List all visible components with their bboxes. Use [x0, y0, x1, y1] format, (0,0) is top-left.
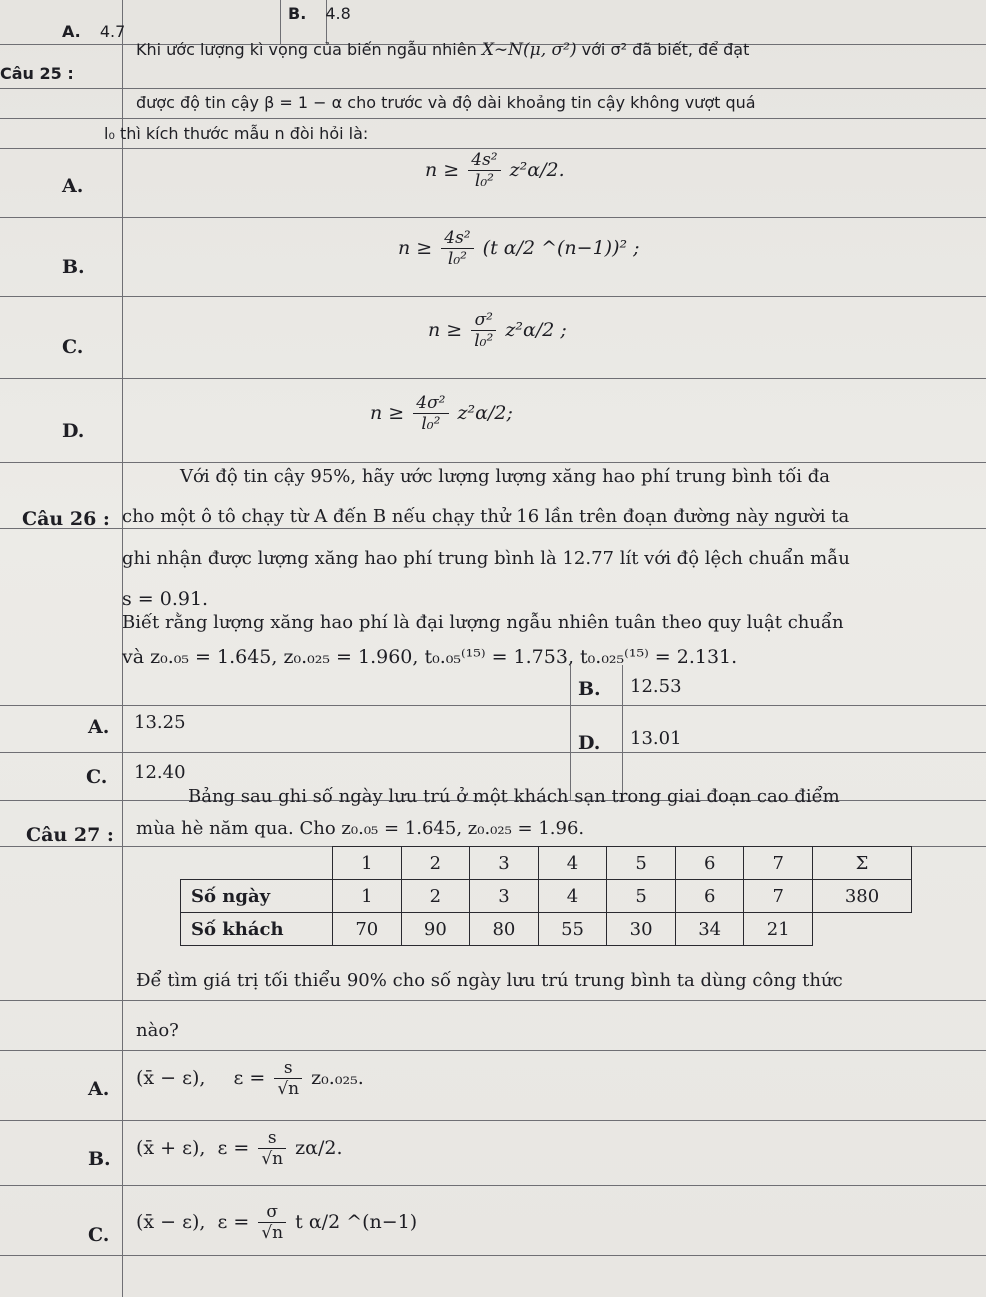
q25-c-num: σ² [471, 310, 496, 331]
q27-b-eps: ε = [217, 1136, 250, 1159]
top-option-b-label: B. [288, 4, 307, 23]
table-cell: 6 [675, 880, 744, 913]
top-option-a-label: A. [62, 22, 81, 41]
q25-c-lhs: n ≥ [428, 318, 463, 341]
q27-c-den: √n [261, 1223, 284, 1244]
q26-line4: s = 0.91. [122, 588, 209, 610]
rule-q26-opt2 [0, 752, 986, 753]
table-cell: 21 [744, 913, 813, 946]
q27-c-interval: (x̄ − ε), [136, 1210, 206, 1233]
q25-option-b-formula [398, 228, 640, 270]
q25-b-lhs: n ≥ [398, 236, 433, 259]
q27-a-tail: z₀.₀₂₅. [311, 1066, 364, 1089]
q27-b-fraction [258, 1128, 286, 1170]
q25-option-b-label: B. [62, 256, 85, 278]
table-header-cell [181, 847, 333, 880]
q27-line2: mùa hè năm qua. Cho z₀.₀₅ = 1.645, z₀.₀₂₅ = 1.96. [136, 818, 585, 839]
rule-q25-l2 [0, 118, 986, 119]
rule-top-mid [280, 0, 281, 44]
q25-d-den: l₀² [421, 414, 441, 435]
q25-line3: l₀ thì kích thước mẫu n đòi hỏi là: [104, 124, 369, 143]
table-cell: 70 [333, 913, 402, 946]
q25-b-fraction [441, 228, 473, 270]
q27-line4: nào? [136, 1020, 179, 1041]
q27-c-tail: t α/2 ^(n−1) [295, 1210, 418, 1233]
q25-b-den: l₀² [447, 249, 467, 270]
q25-label: Câu 25 : [0, 64, 74, 83]
q26-option-a-value: 13.25 [134, 712, 186, 733]
q27-option-b-label: B. [88, 1148, 111, 1170]
table-cell: 7 [744, 880, 813, 913]
q27-a-fraction [274, 1058, 302, 1100]
q27-line3: Để tìm giá trị tối thiểu 90% cho số ngày lưu trú trung bình ta dùng công thức [136, 970, 843, 991]
q26-line2: cho một ô tô chạy từ A đến B nếu chạy thử 16 lần trên đoạn đường này người ta [122, 506, 850, 527]
q25-a-num: 4s² [468, 150, 500, 171]
q26-option-d-value: 13.01 [630, 728, 682, 749]
rule-q25-b [0, 296, 986, 297]
table-cell: 380 [813, 880, 912, 913]
table-cell [813, 913, 912, 946]
table-row [181, 880, 912, 913]
stay-days-table [180, 846, 912, 946]
q26-option-d-label: D. [578, 732, 601, 754]
table-cell: 2 [401, 880, 470, 913]
q25-line1-post: với σ² đã biết, để đạt [581, 40, 750, 59]
q27-line1: Bảng sau ghi số ngày lưu trú ở một khách sạn trong giai đoạn cao điểm [188, 786, 840, 807]
top-option-b [288, 4, 351, 23]
q27-option-c-label: C. [88, 1224, 110, 1246]
q25-option-a-formula [425, 150, 565, 192]
rule-q27-l3 [0, 1000, 986, 1001]
rule-q25-a [0, 217, 986, 218]
q26-option-b-value: 12.53 [630, 676, 682, 697]
q27-option-a-formula [136, 1058, 364, 1100]
table-header-cell: 5 [607, 847, 676, 880]
rule-q26-mid2 [622, 665, 623, 800]
table-cell: 90 [401, 913, 470, 946]
table-header-cell: 4 [538, 847, 607, 880]
q26-label: Câu 26 : [22, 508, 110, 530]
q25-option-d-label: D. [62, 420, 85, 442]
table-row [181, 913, 912, 946]
rule-q27-a [0, 1120, 986, 1121]
rule-q26-opt1 [0, 705, 986, 706]
q27-option-c-formula [136, 1202, 417, 1244]
q27-a-interval: (x̄ − ε), [136, 1066, 206, 1089]
q25-b-num: 4s² [441, 228, 473, 249]
q27-c-num: σ [258, 1202, 286, 1223]
q27-c-eps: ε = [217, 1210, 250, 1233]
table-header-cell: 6 [675, 847, 744, 880]
table-cell: Số ngày [181, 880, 333, 913]
q26-option-c-label: C. [86, 766, 108, 788]
table-header-cell: Σ [813, 847, 912, 880]
q25-d-lhs: n ≥ [370, 401, 405, 424]
q25-c-den: l₀² [474, 331, 494, 352]
rule-q25-c [0, 378, 986, 379]
q26-line5: Biết rằng lượng xăng hao phí là đại lượng ngẫu nhiên tuân theo quy luật chuẩn [122, 612, 844, 633]
q25-d-rhs: z²α/2; [457, 401, 513, 424]
rule-q27-c [0, 1255, 986, 1256]
q25-d-fraction [413, 393, 448, 435]
rule-q25-l3 [0, 148, 986, 149]
q25-option-d-formula [370, 393, 513, 435]
table-cell: 55 [538, 913, 607, 946]
q27-b-tail: zα/2. [295, 1136, 343, 1159]
q25-a-lhs: n ≥ [425, 158, 460, 181]
rule-q25-d [0, 462, 986, 463]
top-option-b-value: 4.8 [325, 4, 351, 23]
q25-d-num: 4σ² [413, 393, 448, 414]
q27-b-den: √n [261, 1149, 284, 1170]
table-cell: 30 [607, 913, 676, 946]
q25-a-rhs: z²α/2. [509, 158, 565, 181]
q27-a-den: √n [277, 1079, 300, 1100]
q25-option-c-label: C. [62, 336, 84, 358]
q27-label: Câu 27 : [26, 824, 114, 846]
q25-line1-dist: X∼N(μ, σ²) [481, 40, 577, 60]
q27-b-interval: (x̄ + ε), [136, 1136, 206, 1159]
q27-a-num: s [274, 1058, 302, 1079]
rule-q27-b [0, 1185, 986, 1186]
table-cell: Số khách [181, 913, 333, 946]
q25-a-fraction [468, 150, 500, 192]
rule-q26 [0, 528, 986, 529]
q26-option-a-label: A. [88, 716, 110, 738]
q26-line3: ghi nhận được lượng xăng hao phí trung bình là 12.77 lít với độ lệch chuẩn mẫu [122, 548, 850, 569]
q27-c-fraction [258, 1202, 286, 1244]
table-cell: 34 [675, 913, 744, 946]
q27-a-eps: ε = [233, 1066, 266, 1089]
rule-q26-mid [570, 665, 571, 800]
q25-line1-pre: Khi ước lượng kì vọng của biến ngẫu nhiên [136, 40, 477, 59]
q25-c-fraction [471, 310, 496, 352]
q25-line2: được độ tin cậy β = 1 − α cho trước và độ dài khoảng tin cậy không vượt quá [136, 93, 756, 112]
table-cell: 4 [538, 880, 607, 913]
q25-a-den: l₀² [474, 171, 494, 192]
top-option-a-value: 4.7 [99, 22, 126, 41]
rule-q25 [0, 88, 986, 89]
table-header-cell: 1 [333, 847, 402, 880]
q25-line1 [136, 40, 749, 60]
table-header-cell: 7 [744, 847, 813, 880]
rule-q27-l4 [0, 1050, 986, 1051]
q26-option-c-value: 12.40 [134, 762, 186, 783]
table-header-row [181, 847, 912, 880]
top-option-a [62, 22, 125, 41]
table-header-cell: 3 [470, 847, 539, 880]
table-cell: 1 [333, 880, 402, 913]
q26-option-b-label: B. [578, 678, 601, 700]
table-header-cell: 2 [401, 847, 470, 880]
table-cell: 5 [607, 880, 676, 913]
q25-b-rhs: (t α/2 ^(n−1))² ; [482, 236, 640, 259]
q25-option-c-formula [428, 310, 567, 352]
q25-option-a-label: A. [62, 175, 84, 197]
q27-option-a-label: A. [88, 1078, 110, 1100]
table-cell: 3 [470, 880, 539, 913]
q26-line6: và z₀.₀₅ = 1.645, z₀.₀₂₅ = 1.960, t₀.₀₅⁽¹⁵⁾ = 1.753, t₀.₀₂₅⁽¹⁵⁾ = 2.131. [122, 646, 738, 668]
q27-option-b-formula [136, 1128, 343, 1170]
q25-c-rhs: z²α/2 ; [505, 318, 567, 341]
table-cell: 80 [470, 913, 539, 946]
q27-b-num: s [258, 1128, 286, 1149]
q26-line1: Với độ tin cậy 95%, hãy ước lượng lượng xăng hao phí trung bình tối đa [180, 466, 830, 487]
